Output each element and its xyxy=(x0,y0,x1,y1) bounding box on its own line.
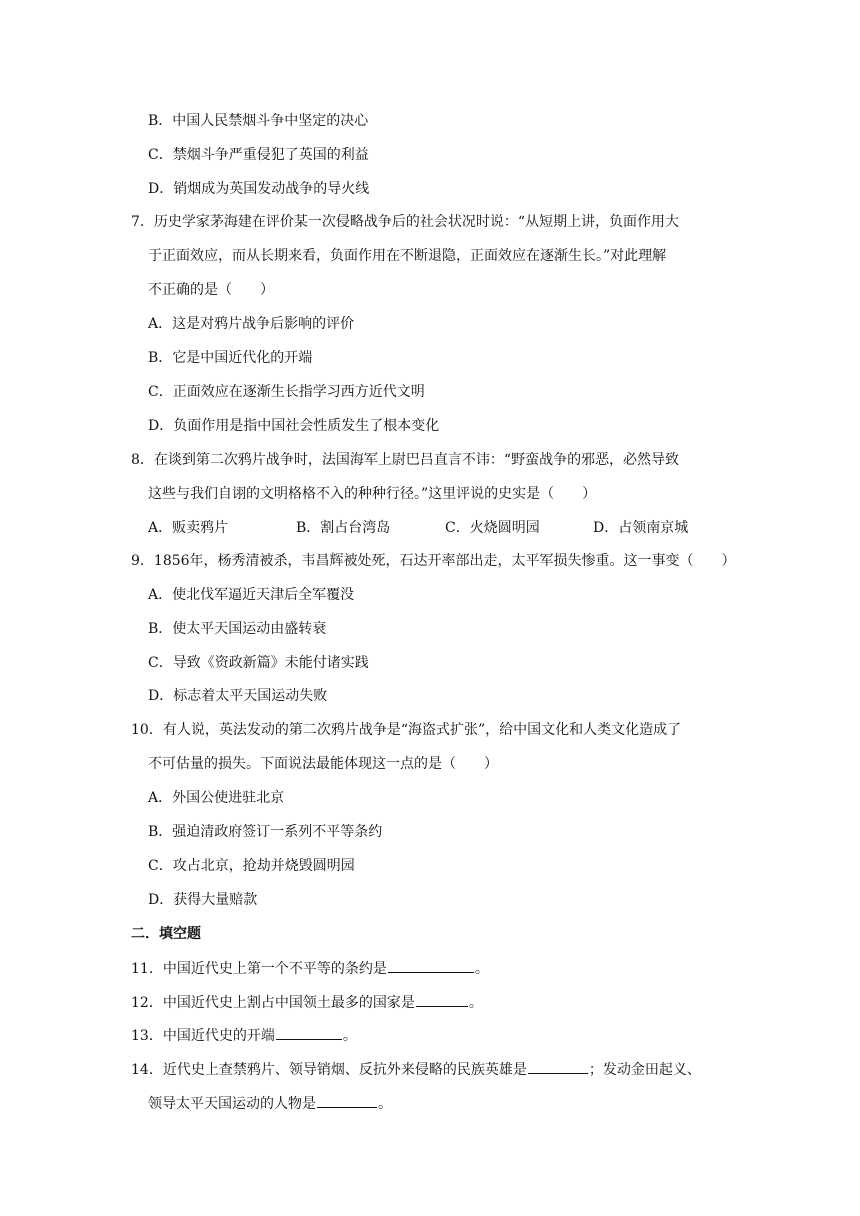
q8-stem-line1: 8．在谈到第二次鸦片战争时，法国海军上尉巴吕直言不讳：“野蛮战争的邪恶，必然导致 xyxy=(131,452,680,468)
q13 xyxy=(131,1025,357,1046)
q14-line1 xyxy=(131,1059,701,1080)
q13-end: 。 xyxy=(342,1028,357,1044)
q14-blank-2[interactable] xyxy=(317,1093,377,1108)
q10-option-a: A．外国公使进驻北京 xyxy=(148,790,285,806)
q8-stem-line2: 这些与我们自诩的文明格格不入的种种行径。”这里评说的史实是（ ） xyxy=(148,486,597,502)
q14-mid: ；发动金田起义、 xyxy=(588,1062,701,1078)
q7-option-b: B．它是中国近代化的开端 xyxy=(148,350,313,366)
q6-option-b: B．中国人民禁烟斗争中坚定的决心 xyxy=(148,113,369,129)
q9-stem-line1: 9．1856年，杨秀清被杀，韦昌辉被处死，石达开率部出走，太平军损失惨重。这一事变（ ） xyxy=(131,553,736,569)
q7-stem-line3: 不正确的是（ ） xyxy=(148,282,274,298)
q14-blank-1[interactable] xyxy=(528,1059,588,1074)
q6-option-c: C．禁烟斗争严重侵犯了英国的利益 xyxy=(148,147,369,163)
q7-option-a: A．这是对鸦片战争后影响的评价 xyxy=(148,316,355,332)
q9-option-b: B．使太平天国运动由盛转衰 xyxy=(148,621,327,637)
q7-stem-line2: 于正面效应，而从长期来看，负面作用在不断退隐，正面效应在逐渐生长。”对此理解 xyxy=(148,248,667,264)
q14-end: 。 xyxy=(378,1096,392,1112)
q11-text: 11．中国近代史上第一个不平等的条约是 xyxy=(131,961,387,977)
q8-option-c: C．火烧圆明园 xyxy=(445,520,540,536)
q11-blank[interactable] xyxy=(388,958,474,973)
q12 xyxy=(131,992,483,1013)
q10-option-d: D．获得大量赔款 xyxy=(148,892,258,908)
q10-stem-line2: 不可估量的损失。下面说法最能体现这一点的是（ ） xyxy=(148,756,498,772)
q9-option-c: C．导致《资政新篇》未能付诸实践 xyxy=(148,655,369,671)
q9-option-d: D．标志着太平天国运动失败 xyxy=(148,688,328,704)
q14-line2-text: 领导太平天国运动的人物是 xyxy=(148,1096,316,1112)
q7-option-c: C．正面效应在逐渐生长指学习西方近代文明 xyxy=(148,384,425,400)
q14-text: 14．近代史上查禁鸦片、领导销烟、反抗外来侵略的民族英雄是 xyxy=(131,1062,527,1078)
q9-option-a: A．使北伐军逼近天津后全军覆没 xyxy=(148,587,355,603)
q12-text: 12．中国近代史上割占中国领土最多的国家是 xyxy=(131,995,415,1011)
q11-end: 。 xyxy=(474,961,489,977)
q7-stem-line1: 7．历史学家茅海建在评价某一次侵略战争后的社会状况时说：“从短期上讲，负面作用大 xyxy=(131,214,680,230)
q10-stem-line1: 10．有人说，英法发动的第二次鸦片战争是“海盗式扩张”，给中国文化和人类文化造成了 xyxy=(131,722,682,738)
q13-text: 13．中国近代史的开端 xyxy=(131,1028,275,1044)
section-title: 二．填空题 xyxy=(131,926,201,942)
q12-end: 。 xyxy=(468,995,483,1011)
q12-blank[interactable] xyxy=(416,992,468,1007)
q10-option-c: C．攻占北京，抢劫并烧毁圆明园 xyxy=(148,858,355,874)
q14-line2 xyxy=(148,1093,392,1114)
q13-blank[interactable] xyxy=(276,1025,342,1040)
q7-option-d: D．负面作用是指中国社会性质发生了根本变化 xyxy=(148,418,440,434)
q11 xyxy=(131,958,489,979)
q8-option-d: D．占领南京城 xyxy=(593,520,689,536)
q10-option-b: B．强迫清政府签订一系列不平等条约 xyxy=(148,824,383,840)
q8-option-b: B．割占台湾岛 xyxy=(296,520,391,536)
q6-option-d: D．销烟成为英国发动战争的导火线 xyxy=(148,181,370,197)
q8-option-a: A．贩卖鸦片 xyxy=(148,520,229,536)
